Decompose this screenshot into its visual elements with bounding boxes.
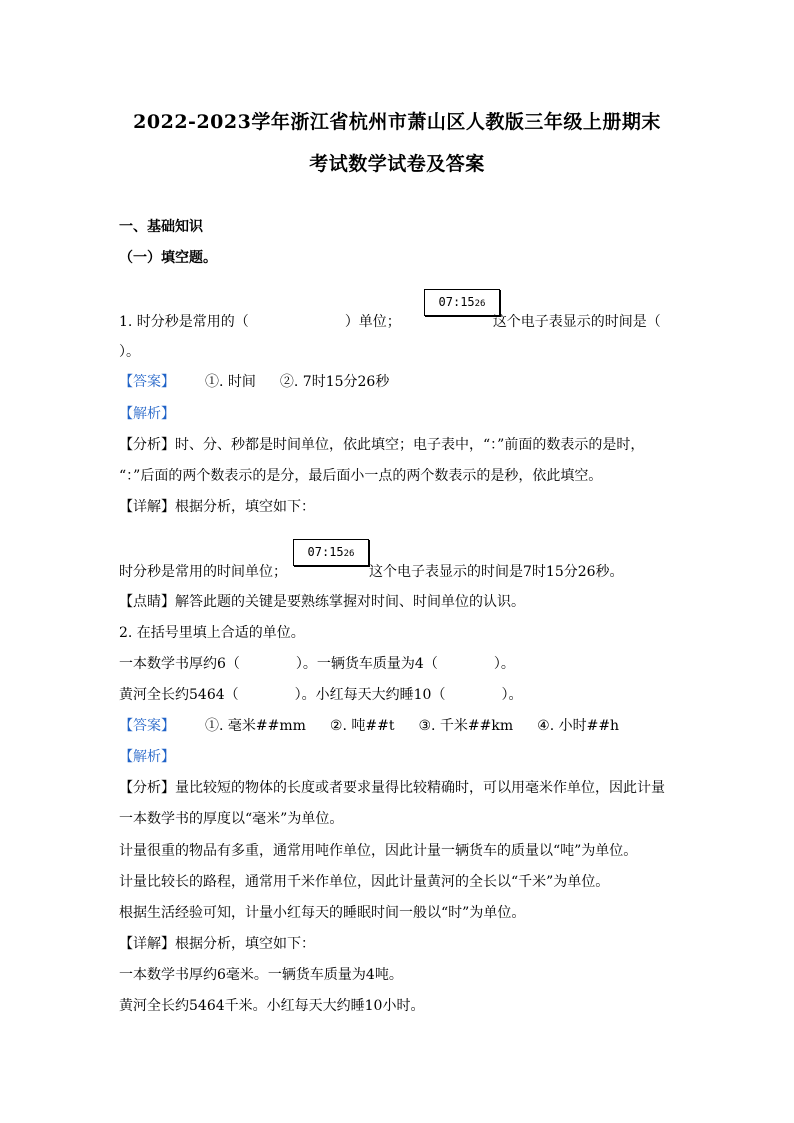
q1-detail <box>119 497 315 517</box>
q1-fenxi-text1: 时、分、秒都是时间单位，依此填空；电子表中，“：”前面的数表示的是时， <box>175 437 645 453</box>
q2-stem: 2. 在括号里填上合适的单位。 <box>119 625 305 641</box>
q2-fenxi-line1 <box>119 778 665 798</box>
section-heading: 一、基础知识 <box>119 219 203 235</box>
q2-line2 <box>119 685 522 705</box>
q2-line1a: 一本数学书厚约6（ <box>119 656 240 672</box>
q2-detail-tag: 【详解】 <box>119 936 175 952</box>
q2-answer <box>119 716 619 736</box>
q2-fenxi-tag: 【分析】 <box>119 780 175 796</box>
q2-fenxi-line5: 根据生活经验可知，计量小红每天的睡眠时间一般以“时”为单位。 <box>119 905 526 921</box>
document-title-line1: 2022-2023学年浙江省杭州市萧山区人教版三年级上册期末 <box>133 111 661 133</box>
q2-analysis-tag: 【解析】 <box>119 749 175 765</box>
q2-answer-2: ②. 吨##t <box>329 718 395 734</box>
clock-seconds-digits: 26 <box>474 299 486 309</box>
q1-comment-tag: 【点睛】 <box>119 594 175 610</box>
q1-fenxi-line2: “：”后面的两个数表示的是分，最后面小一点的两个数表示的是秒，依此填空。 <box>119 468 603 484</box>
q1-answer-tag: 【答案】 <box>119 374 175 390</box>
q2-detail-line2: 黄河全长约5464千米。小红每天大约睡10小时。 <box>119 998 425 1014</box>
q2-answer-3: ③. 千米##km <box>418 718 514 734</box>
q1-stem <box>119 312 661 332</box>
q1-stem-continuation: ）。 <box>119 344 140 360</box>
q2-detail-text: 根据分析，填空如下： <box>175 936 315 952</box>
q1-stem-part1: 1. 时分秒是常用的（ <box>119 314 249 330</box>
q2-fenxi-line4: 计量比较长的路程，通常用千米作单位，因此计量黄河的全长以“千米”为单位。 <box>119 874 610 890</box>
q2-detail-line1: 一本数学书厚约6毫米。一辆货车质量为4吨。 <box>119 967 403 983</box>
q2-fenxi-line2: 一本数学书的厚度以“毫米”为单位。 <box>119 811 344 827</box>
clock-main-digits: 07:15 <box>438 295 475 309</box>
q2-answer-tag: 【答案】 <box>119 718 175 734</box>
q2-line1c: ）。 <box>493 656 515 672</box>
q1-answer <box>119 372 389 392</box>
q1-detail-line-b: 这个电子表显示的时间是7时15分26秒。 <box>369 564 624 580</box>
q2-line1b: ）。一辆货车质量为4（ <box>295 656 438 672</box>
document-title-line2: 考试数学试卷及答案 <box>309 153 485 175</box>
section-subheading: （一）填空题。 <box>119 250 217 266</box>
clock2-seconds-digits: 26 <box>343 549 355 559</box>
q1-stem-part3: 这个电子表显示的时间是（ <box>492 314 661 330</box>
q1-detail-tag: 【详解】 <box>119 499 175 515</box>
q2-answer-1: ①. 毫米##mm <box>205 718 306 734</box>
q1-comment-text: 解答此题的关键是要熟练掌握对时间、时间单位的认识。 <box>175 594 525 610</box>
q2-detail <box>119 934 315 954</box>
q1-detail-text: 根据分析，填空如下： <box>175 499 315 515</box>
q2-line2c: ）。 <box>501 687 523 703</box>
q2-line2b: ）。小红每天大约睡10（ <box>294 687 446 703</box>
q1-answer-1: ①. 时间 <box>205 374 256 390</box>
q1-answer-2: ②. 7时15分26秒 <box>279 374 390 390</box>
q1-comment <box>119 592 525 612</box>
q1-detail-line-a: 时分秒是常用的时间单位； <box>119 564 287 580</box>
q2-line1 <box>119 654 515 674</box>
q2-line2a: 黄河全长约5464（ <box>119 687 239 703</box>
clock2-main-digits: 07:15 <box>307 545 344 559</box>
q1-stem-part2: ）单位； <box>344 314 401 330</box>
q1-analysis-tag: 【解析】 <box>119 406 175 422</box>
q2-fenxi-text1: 量比较短的物体的长度或者要求量得比较精确时，可以用毫米作单位，因此计量 <box>175 780 665 796</box>
q1-fenxi-tag: 【分析】 <box>119 437 175 453</box>
q2-fenxi-line3: 计量很重的物品有多重，通常用吨作单位，因此计量一辆货车的质量以“吨”为单位。 <box>119 843 638 859</box>
q2-answer-4: ④. 小时##h <box>537 718 620 734</box>
q1-detail-line <box>119 562 624 582</box>
q1-fenxi-line1 <box>119 435 644 455</box>
